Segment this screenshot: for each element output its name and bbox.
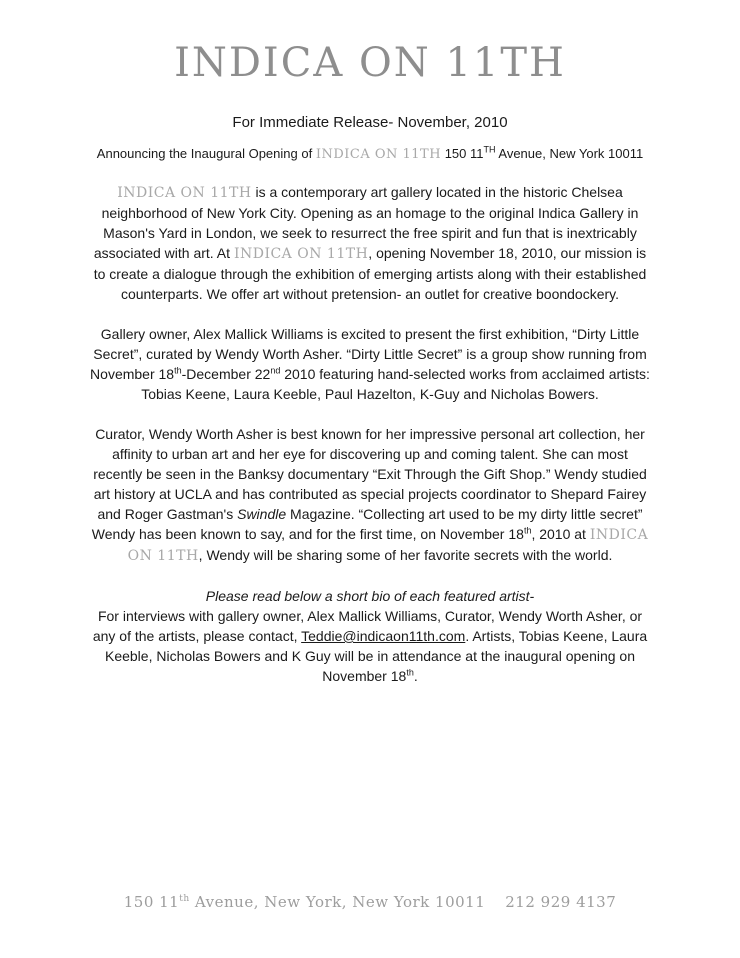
bio-note-italic: Please read below a short bio of each featured artist- — [205, 588, 535, 604]
announcement-prefix: Announcing the Inaugural Opening of — [96, 146, 316, 161]
ordinal-superscript: TH — [483, 144, 496, 155]
paragraph-text: . Artists, Tobias Keene, Laura Keeble, Nicholas Bowers and K Guy will be in attendance at the inaugural opening on November 18 — [104, 628, 648, 684]
paragraph-text: Magazine. “Collecting art used to be my dirty little secret” Wendy has been known to say, and for the first time, on November 18 — [91, 506, 643, 542]
release-line: For Immediate Release- November, 2010 — [232, 114, 508, 131]
paragraph-text: Curator, Wendy Worth Asher is best known for her impressive personal art collection, her affinity to urban art and her eye for discovering up and coming talent. She can most recently be seen in the Banksy documentary “Exit Through the Gift Shop.” Wendy studied art history at UCLA and has contributed as special projects coordinator to Shepard Fairey and Roger Gastman's — [93, 426, 647, 522]
paragraph-gallery-intro — [88, 182, 652, 304]
paragraph-text: , opening November 18, 2010, our mission is to create a dialogue through the exhibition of emerging artists along with their established counterparts. We offer art without pretension- an outlet for creative boondockery. — [93, 245, 647, 302]
paragraph-curator-bio — [88, 424, 652, 566]
paragraph-text: is a contemporary art gallery located in the historic Chelsea neighborhood of New York City. Opening as an homage to the original Indica Gallery in Mason's Yard in London, we seek to resurrect the free spirit and fun that is inextricably associated with art. At — [93, 184, 639, 261]
ordinal-superscript: th — [523, 525, 532, 536]
paragraph-text: , Wendy will be sharing some of her favorite secrets with the world. — [198, 547, 613, 563]
footer-address-rest: Avenue, New York, New York 10011 — [189, 893, 486, 911]
brand-name: INDICA ON 11TH — [315, 147, 442, 162]
paragraph-text: , 2010 at — [531, 526, 590, 542]
announcement-line — [58, 146, 682, 162]
footer-phone: 212 929 4137 — [505, 893, 617, 911]
footer-address: 150 11 — [123, 893, 180, 911]
announcement-address-rest: Avenue, New York 10011 — [495, 146, 644, 161]
paragraph-text: Gallery owner, Alex Mallick Williams is excited to present the first exhibition, “Dirty Little Secret”, curated by Wendy Worth Asher. “Dirty Little Secret” is a group show running from November 18 — [90, 326, 647, 382]
email-link[interactable]: Teddie@indicaon11th.com — [301, 628, 466, 644]
paragraph-exhibition — [88, 324, 652, 404]
footer-address-line — [0, 893, 740, 911]
gallery-title: INDICA ON 11TH — [174, 40, 566, 86]
paragraph-text: . — [413, 668, 418, 684]
ordinal-superscript: nd — [270, 365, 281, 376]
ordinal-superscript: th — [174, 365, 182, 376]
paragraph-text: For interviews with gallery owner, Alex Mallick Williams, Curator, Wendy Worth Asher, or any of the artists, please contact, — [92, 608, 643, 644]
paragraph-contact — [88, 586, 652, 686]
announcement-address: 150 11 — [441, 146, 484, 161]
paragraph-text: -December 22 — [181, 366, 271, 382]
brand-name: INDICA ON 11TH — [233, 246, 369, 262]
ordinal-superscript: th — [406, 667, 414, 678]
brand-name: INDICA ON 11TH — [117, 185, 252, 201]
ordinal-superscript: th — [179, 894, 190, 904]
brand-name: INDICA ON 11TH — [127, 527, 649, 564]
magazine-title-italic: Swindle — [237, 506, 287, 522]
paragraph-text: 2010 featuring hand-selected works from acclaimed artists: Tobias Keene, Laura Keeble, Paul Hazelton, K-Guy and Nicholas Bowers. — [141, 366, 650, 402]
